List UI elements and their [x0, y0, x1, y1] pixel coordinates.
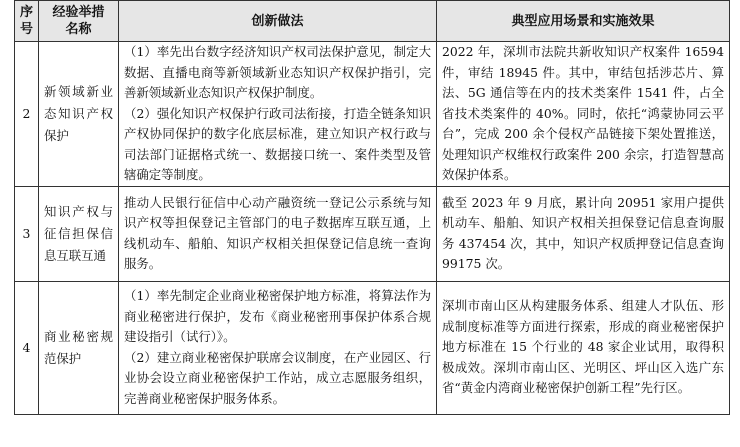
header-name-line2: 名称: [65, 22, 92, 37]
header-row: [15, 1, 730, 42]
table-row: [15, 186, 730, 281]
measure-name: 商业秘密规范保护: [39, 281, 119, 414]
header-desc: 创新做法: [119, 1, 437, 42]
innovation-desc: [119, 42, 437, 187]
header-effect: 典型应用场景和实施效果: [437, 1, 730, 42]
header-no: [15, 1, 39, 42]
desc-paragraph: （2）强化知识产权保护行政司法衔接，打造全链条知识产权协同保护的数字化底层标准，建立知识产权行政与司法部门证据格式统一、数据接口统一、案件类型及管辖确定等制度。: [124, 105, 431, 182]
desc-paragraph: （1）率先出台数字经济知识产权司法保护意见，制定大数据、直播电商等新领域新业态知识产权保护指引，完善新领域新业态知识产权保护制度。: [124, 44, 431, 100]
row-number: 3: [15, 186, 39, 281]
desc-paragraph: （1）率先制定企业商业秘密保护地方标准，将算法作为商业秘密进行保护，发布《商业秘密刑事保护体系合规建设指引（试行）》。: [124, 288, 431, 344]
header-no-line1: 序: [20, 5, 34, 20]
header-no-line2: 号: [20, 22, 34, 37]
desc-paragraph: 推动人民银行征信中心动产融资统一登记公示系统与知识产权等担保登记主管部门的电子数据库互联互通，上线机动车、船舶、知识产权相关担保登记信息统一查询服务。: [124, 194, 431, 271]
innovation-desc: [119, 186, 437, 281]
measure-name: 知识产权与征信担保信息互联互通: [39, 186, 119, 281]
desc-paragraph: （2）建立商业秘密保护联席会议制度，在产业园区、行业协会设立商业秘密保护工作站，成立志愿服务组织，完善商业秘密保护服务体系。: [124, 349, 431, 406]
measures-table: [14, 0, 730, 415]
row-number: 4: [15, 281, 39, 414]
effect-text: 截至 2023 年 9 月底，累计向 20951 家用户提供机动车、船舶、知识产权相关担保登记信息查询服务 437454 次，其中，知识产权质押登记信息查询 99175 次。: [437, 186, 730, 281]
row-number: 2: [15, 42, 39, 187]
table-row: [15, 42, 730, 187]
measure-name: 新领域新业态知识产权保护: [39, 42, 119, 187]
innovation-desc: [119, 281, 437, 414]
table-row: [15, 281, 730, 414]
effect-text: 2022 年，深圳市法院共新收知识产权案件 16594 件，审结 18945 件。其中，审结包括涉芯片、算法、5G 通信等在内的技术类案件 1541 件，占全省技术类案件的 40%。同时，依托“鸿蒙协同云平台”，完成 200 余个侵权产品链接下架处置推送，处理知识产权维权行政案件 200 余宗，打造智慧高效保护体系。: [437, 42, 730, 187]
effect-text: 深圳市南山区从构建服务体系、组建人才队伍、形成制度标准等方面进行探索，形成的商业秘密保护地方标准在 15 个行业的 48 家企业试用，取得积极成效。深圳市南山区、光明区、坪山区入选广东省“黄金内湾商业秘密保护创新工程”先行区。: [437, 281, 730, 414]
header-name-line1: 经验举措: [52, 5, 105, 20]
header-name: [39, 1, 119, 42]
